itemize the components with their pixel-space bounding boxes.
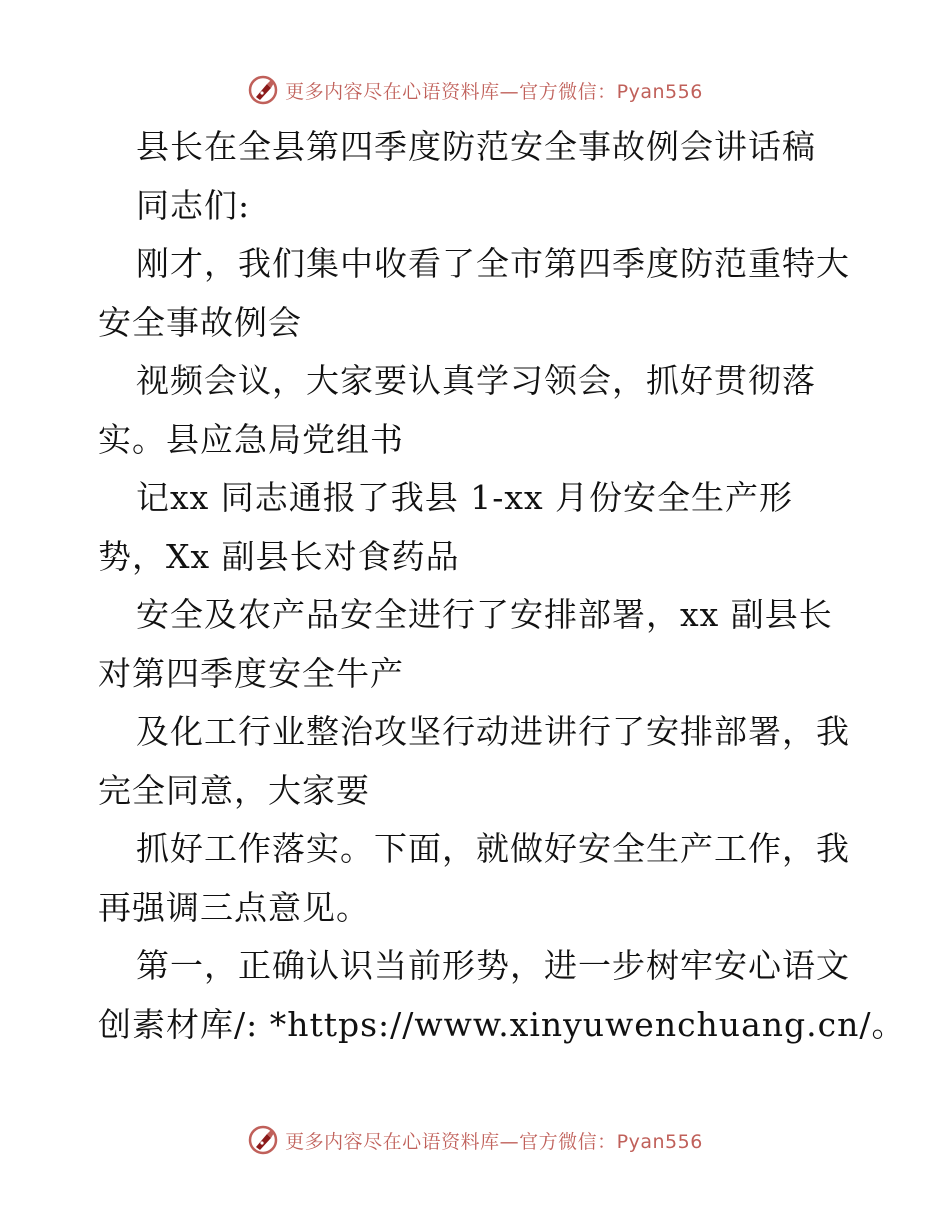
paragraph-line: 完全同意，大家要 [98, 770, 370, 810]
salutation: 同志们: [136, 185, 251, 225]
paragraph-line: 抓好工作落实。下面，就做好安全生产工作，我 [136, 829, 850, 868]
paragraph-line: 势，Xx 副县长对食药品 [98, 536, 460, 576]
pen-nib-logo-icon [247, 74, 279, 106]
paragraph-line: 再强调三点意见。 [98, 887, 370, 927]
paragraph-line: 安全及农产品安全进行了安排部署，xx 副县长 [136, 595, 833, 634]
header-watermark-banner [0, 70, 950, 110]
footer-banner-text: 更多内容尽在心语资料库—官方微信：Pyan556 [285, 1130, 703, 1153]
paragraph-line: 安全事故例会 [98, 302, 302, 342]
paragraph-line-with-url: 创素材库/: *https://www.xinyuwenchuang.cn/。 [98, 1004, 906, 1044]
footer-watermark-banner [0, 1120, 950, 1160]
header-banner-text: 更多内容尽在心语资料库—官方微信：Pyan556 [285, 80, 703, 103]
paragraph-line: 及化工行业整治攻坚行动进讲行了安排部署，我 [136, 712, 850, 751]
paragraph-line: 刚才，我们集中收看了全市第四季度防范重特大 [136, 244, 850, 283]
document-body [98, 118, 906, 1054]
paragraph-line: 第一，正确认识当前形势，进一步树牢安心语文 [136, 946, 850, 985]
paragraph-line: 对第四季度安全牛产 [98, 653, 404, 693]
paragraph-line: 记xx 同志通报了我县 1-xx 月份安全生产形 [136, 478, 794, 517]
document-title: 县长在全县第四季度防范安全事故例会讲话稿 [136, 127, 816, 166]
paragraph-line: 视频会议，大家要认真学习领会，抓好贯彻落 [136, 361, 816, 400]
pen-nib-logo-icon [247, 1124, 279, 1156]
paragraph-line: 实。县应急局党组书 [98, 419, 404, 459]
